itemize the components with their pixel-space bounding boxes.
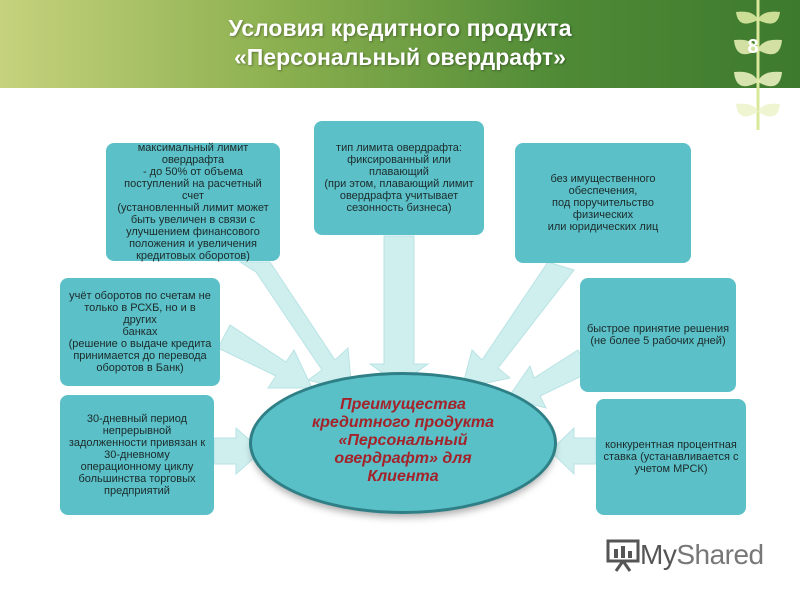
arrow-limit-type <box>370 236 428 385</box>
box-fast-decision: быстрое принятие решения (не более 5 рабочих дней) <box>580 278 736 392</box>
box-no-collateral: без имущественного обеспечения, под поручительство физических или юридических лиц <box>515 143 691 263</box>
presentation-board-icon <box>606 538 640 572</box>
box-turnover: учёт оборотов по счетам не только в РСХБ, но и в других банках (решение о выдаче кредита принимается до перевода оборотов в Банк) <box>60 278 220 386</box>
logo-text: MyShared <box>640 539 764 570</box>
box-period: 30-дневный период непрерывной задолженности привязан к 30-дневному операционному циклу большинства торговых предприятий <box>60 395 214 515</box>
page-number: 8 <box>747 36 759 58</box>
myshared-logo <box>606 536 776 574</box>
box-max-limit: максимальный лимит овердрафта - до 50% от объема поступлений на расчетный счет (установленный лимит может быть увеличен в связи с улучшением финансового положения и увеличения кредитовых оборотов) <box>106 143 280 261</box>
arrow-rate <box>550 428 596 474</box>
box-rate: конкурентная процентная ставка (устанавливается с учетом МРСК) <box>596 399 746 515</box>
center-title: Преимущества кредитного продукта «Персональный овердрафт» для Клиента <box>311 396 494 485</box>
page-title: Условия кредитного продукта «Персональный овердрафт» <box>228 15 572 70</box>
box-limit-type: тип лимита овердрафта: фиксированный или плавающий (при этом, плавающий лимит овердрафта учитывает сезонность бизнеса) <box>314 121 484 235</box>
